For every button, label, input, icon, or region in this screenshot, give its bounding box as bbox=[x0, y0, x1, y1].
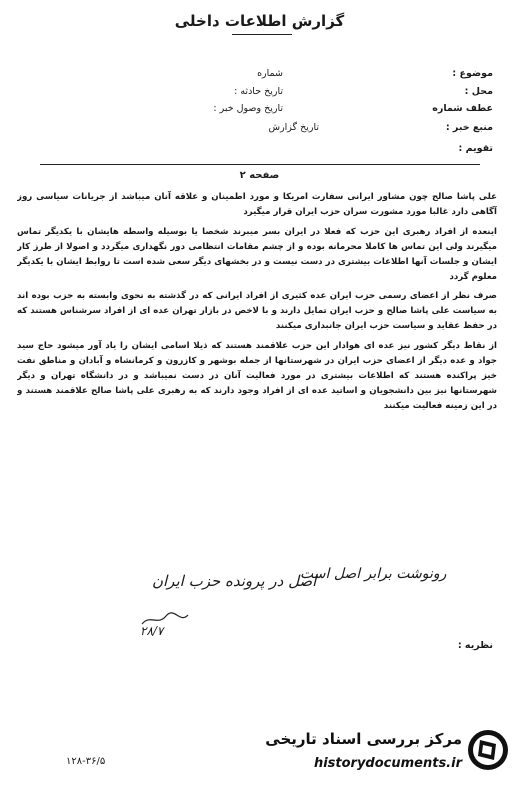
handwritten-copy-note: رونوشت برابر اصل است bbox=[300, 566, 447, 582]
paragraph-3: صرف نظر از اعضای رسمی حزب ایران عده کثیری از افراد ایرانی که در گذشته به نحوی وابسته به حزب بوده اند به سیاست علی پاشا صالح و حزب ایران تمایل دارند و با لاخص در بازار تهران عده ای از افراد سرشناس هستند که در حفظ عقاید و سیاست حزب ایران جانبداری میکنند bbox=[17, 291, 497, 332]
source-label: منبع خبر : bbox=[445, 122, 493, 133]
watermark-url: historydocuments.ir bbox=[313, 756, 462, 771]
signature-scribble bbox=[140, 612, 190, 628]
number-label: شماره bbox=[257, 68, 283, 79]
note-label: نظریه : bbox=[457, 640, 493, 651]
paragraph-2: اینعده از افراد رهبری این حزب که فعلا در ایران بسر میبرند شخصا یا بوسیله واسطه هایشان با یکدیگر تماس میگیرند ولی این تماس ها کاملا محرمانه بوده و از چشم مقامات انتظامی دور نگهداری میگردد و اصولا از طرز کار ایشان و جلسات آنها اطلاعات بیشتری در دست نیست و در بخشهای دیگر سعی شده است تا روابط ایشان با یکدیگر معلوم گردد bbox=[17, 226, 497, 282]
place-label: محل : bbox=[464, 86, 493, 97]
page-number: صفحه ۲ bbox=[239, 170, 280, 181]
header-divider bbox=[40, 164, 480, 165]
watermark-title: مرکز بررسی اسناد تاریخی bbox=[265, 730, 462, 748]
paragraph-4: از نقاط دیگر کشور نیز عده ای هوادار این حزب علاقمند هستند که ذیلا اسامی ایشان را یاد آور میشود حاج سید جواد و عده دیگر از اعضای حزب ایران در شهرستانها از جمله بوشهر و کازرون و کرمانشاه و آبادان و مناطق نفت خیز پراکنده هستند که اطلاعات بیشتری در مورد فعالیت آنان در دست نمیباشد و در دانشگاه تهران و دیگر شهرستانها نیز بین دانشجویان و اساتید عده ای از افراد وجود دارند که به رهبری علی پاشا صالح علاقمند هستند و در این زمینه فعالیت میکنند bbox=[17, 341, 497, 411]
title-underline bbox=[232, 34, 292, 35]
report-date-label: تاریخ گزارش bbox=[268, 122, 319, 133]
report-body bbox=[17, 190, 497, 419]
archive-logo-icon bbox=[466, 728, 510, 772]
report-title: گزارش اطلاعات داخلی bbox=[174, 12, 345, 30]
archive-watermark bbox=[258, 726, 510, 784]
handwritten-initials: ۲۸/۷ bbox=[140, 624, 164, 638]
handwritten-file-note: اصل در پرونده حزب ایران bbox=[152, 572, 317, 590]
assessment-label: تقویم : bbox=[458, 143, 493, 154]
subject-label: موضوع : bbox=[452, 68, 493, 79]
incident-date-label: تاریخ حادثه : bbox=[234, 86, 283, 97]
document-reference: ۱۲۸-۳۶/۵ bbox=[66, 756, 106, 767]
attachment-label: عطف شماره bbox=[432, 103, 493, 114]
receipt-date-label: تاریخ وصول خبر : bbox=[213, 103, 283, 114]
paragraph-1: علی پاشا صالح چون مشاور ایرانی سفارت امریکا و مورد اطمینان و علاقه آنان میباشد از جریانات سیاسی روز آگاهی دارد غالبا مورد مشورت سران حزب ایران قرار میگیرد bbox=[17, 192, 497, 217]
